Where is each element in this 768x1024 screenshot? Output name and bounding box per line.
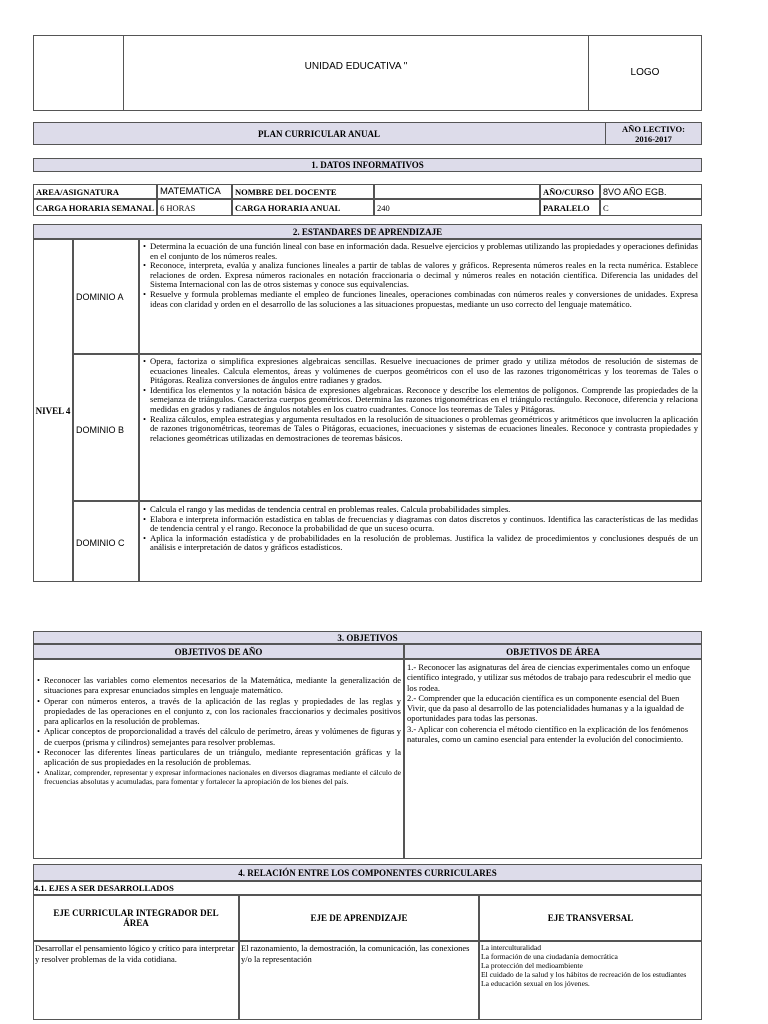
col2-body xyxy=(239,941,479,1020)
domain-b-item: • Identifica los elementos y la notación básica de expresiones algebraicas. Reconoce y describe los elementos de polígonos. Comprende las propiedades de la semejanza de triángulos. Caracteriza cuerpos geométricos. Determina las razones trigonométricas en el triángulo rectángulo. Reconoce, diferencia y relaciona medidas en grados y radianes de ángulos notables en los cuatro cuadrantes. Conoce los teoremas de Tales y Pitágoras. xyxy=(143,386,698,415)
annual-hours-value: 240 xyxy=(374,199,540,216)
weekly-hours-label: CARGA HORARIA SEMANAL xyxy=(33,199,157,216)
col2-header: EJE DE APRENDIZAJE xyxy=(239,895,479,941)
institution-name: UNIDAD EDUCATIVA " xyxy=(304,60,408,72)
area-objective-item: 1.- Reconocer las asignaturas del área de ciencias experimentales como un enfoque científico integrado, y utilizar sus métodos de trabajo para redescubrir el medio que los rodea. xyxy=(407,662,691,693)
teacher-label: NOMBRE DEL DOCENTE xyxy=(232,184,374,199)
logo-placeholder: LOGO xyxy=(630,66,660,78)
domain-b-content xyxy=(139,354,702,501)
parallel-value: C xyxy=(600,199,702,216)
domain-b-name: DOMINIO B xyxy=(76,425,125,435)
parallel-label: PARALELO xyxy=(540,199,600,216)
course-label: AÑO/CURSO xyxy=(540,184,600,199)
domain-a-item: • Determina la ecuación de una función lineal con base en información dada. Resuelve ejercicios y problemas utilizando las propiedades y operaciones definidas en el conjunto de los números reales. xyxy=(143,242,698,261)
plan-title: PLAN CURRICULAR ANUAL xyxy=(257,128,380,139)
year-objectives-header: OBJETIVOS DE AÑO xyxy=(33,644,404,659)
col3-header: EJE TRANSVERSAL xyxy=(479,895,702,941)
section3-title: 3. OBJETIVOS xyxy=(33,631,702,644)
col3-body xyxy=(479,941,702,1020)
domain-b-item: • Realiza cálculos, emplea estrategias y argumenta resultados en la resolución de situaciones o problemas geométricos y aritméticos que involucren la aplicación de razones trigonométricas, teoremas de Tales o Pitágoras, ecuaciones, inecuaciones y sistemas de ecuaciones lineales. Reconoce y contrasta propiedades y relaciones geométricas utilizadas en demostraciones de teoremas básicos. xyxy=(143,415,698,444)
year-objective-item: • Aplicar conceptos de proporcionalidad a través del cálculo de perímetro, áreas y volúmenes de figuras y de cuerpos (prisma y cilindros) semejantes para resolver problemas. xyxy=(37,726,401,747)
section1-title: 1. DATOS INFORMATIVOS xyxy=(33,158,702,172)
teacher-value xyxy=(374,184,540,199)
transversal-item: La interculturalidad xyxy=(481,943,542,952)
area-objective-item: 3.- Aplicar con coherencia el método científico en la explicación de los fenómenos naturales, como un camino esencial para entender la evolución del conocimiento. xyxy=(407,723,689,745)
domain-c-content xyxy=(139,501,702,582)
course-value: 8VO AÑO EGB. xyxy=(600,184,702,199)
transversal-item: La educación sexual en los jóvenes. xyxy=(481,979,590,988)
col1-header: EJE CURRICULAR INTEGRADOR DEL ÁREA xyxy=(33,895,239,941)
domain-a-content xyxy=(139,239,702,354)
section2-title: 2. ESTANDARES DE APRENDIZAJE xyxy=(33,224,702,239)
domain-a-item: • Resuelve y formula problemas mediante el empleo de funciones lineales, operaciones combinadas con números reales y conversiones de unidades. Expresa ideas con claridad y orden en el desarrollo de las soluciones a las situaciones propuestas, mediante un uso correcto del lenguaje matemático. xyxy=(143,290,698,309)
year-objective-item: • Operar con números enteros, a través de la aplicación de las reglas y propiedades de las reglas y propiedades de las operaciones en el conjunto z, con los racionales fraccionarios y decimales positivos para aplicarlos en la resolución de problemas. xyxy=(37,696,401,727)
domain-b-item: • Opera, factoriza o simplifica expresiones algebraicas sencillas. Resuelve inecuaciones de primer grado y utiliza métodos de resolución de sistemas de ecuaciones lineales. Calcula elementos, áreas y volúmenes de cuerpos geométricos con el uso de las razones trigonométricas y los teoremas de Tales o Pitágoras. Realiza conversiones de ángulos entre radianes y grados. xyxy=(143,357,698,386)
area-label: AREA/ASIGNATURA xyxy=(33,184,157,199)
annual-hours-label: CARGA HORARIA ANUAL xyxy=(232,199,374,216)
header-left-cell xyxy=(33,35,124,111)
domain-c-item: • Aplica la información estadística y de probabilidades en la resolución de problemas. Justifica la validez de procedimientos y conclusiones después de un análisis e interpretación de datos y gráficos estadísticos. xyxy=(143,534,698,553)
area-value: MATEMATICA xyxy=(157,184,232,199)
weekly-hours-value: 6 HORAS xyxy=(157,199,232,216)
col2-text: El razonamiento, la demostración, la comunicación, las conexiones y/o la representación xyxy=(241,943,470,964)
section4-title: 4. RELACIÓN ENTRE LOS COMPONENTES CURRICULARES xyxy=(33,864,702,881)
domain-c-name: DOMINIO C xyxy=(76,538,125,548)
year-objective-item: • Analizar, comprender, representar y expresar informaciones nacionales en diversos diagramas mediante el cálculo de frecuencias absolutas y acumuladas, para fomentar y fortalecer la apropiación de los bienes del país. xyxy=(37,768,401,787)
domain-c-item: • Calcula el rango y las medidas de tendencia central en problemas reales. Calcula probabilidades simples. xyxy=(143,505,698,515)
year-objective-item: • Reconocer las diferentes líneas particulares de un triángulo, mediante representación gráficas y la aplicación de sus propiedades en la resolución de problemas. xyxy=(37,747,401,768)
col1-text: Desarrollar el pensamiento lógico y crítico para interpretar y resolver problemas de la vida cotidiana. xyxy=(35,943,235,964)
area-objective-item: 2.- Comprender que la educación científica es un componente esencial del Buen Vivir, que da paso al desarrollo de las potencialidades humanas y a la igualdad de oportunidades para todas las personas. xyxy=(407,692,684,724)
school-year-label: AÑO LECTIVO: xyxy=(622,124,685,134)
domain-a-item: • Reconoce, interpreta, evalúa y analiza funciones lineales a partir de tablas de valores y gráficos. Representa números reales en la recta numérica. Establece relaciones de orden. Expresa números racionales en notación fraccionaria o decimal y números reales en notación científica. Diferencia las unidades del Sistema Internacional con las de otros sistemas y conoce sus equivalencias. xyxy=(143,261,698,290)
transversal-item: La protección del medioambiente xyxy=(481,961,583,970)
school-year-value: 2016-2017 xyxy=(635,134,672,144)
level-label: NIVEL 4 xyxy=(35,405,71,416)
transversal-item: La formación de una ciudadanía democrática xyxy=(481,952,618,961)
col1-body xyxy=(33,941,239,1020)
section4-subtitle: 4.1. EJES A SER DESARROLLADOS xyxy=(34,883,174,893)
transversal-item: El cuidado de la salud y los hábitos de recreación de los estudiantes xyxy=(481,970,687,979)
area-objectives-cell xyxy=(404,659,702,859)
year-objectives-cell xyxy=(33,659,404,859)
year-objective-item: • Reconocer las variables como elementos necesarios de la Matemática, mediante la generalización de situaciones para expresar enunciados simples en lenguaje matemático. xyxy=(37,675,401,696)
domain-c-item: • Elabora e interpreta información estadística en tablas de frecuencias y diagramas con datos discretos y continuos. Identifica las características de las medidas de tendencia central y el rango. Reconoce la probabilidad de que un suceso ocurra. xyxy=(143,515,698,534)
domain-a-name: DOMINIO A xyxy=(76,292,124,302)
level-cell xyxy=(33,239,73,582)
area-objectives-header: OBJETIVOS DE ÁREA xyxy=(404,644,702,659)
